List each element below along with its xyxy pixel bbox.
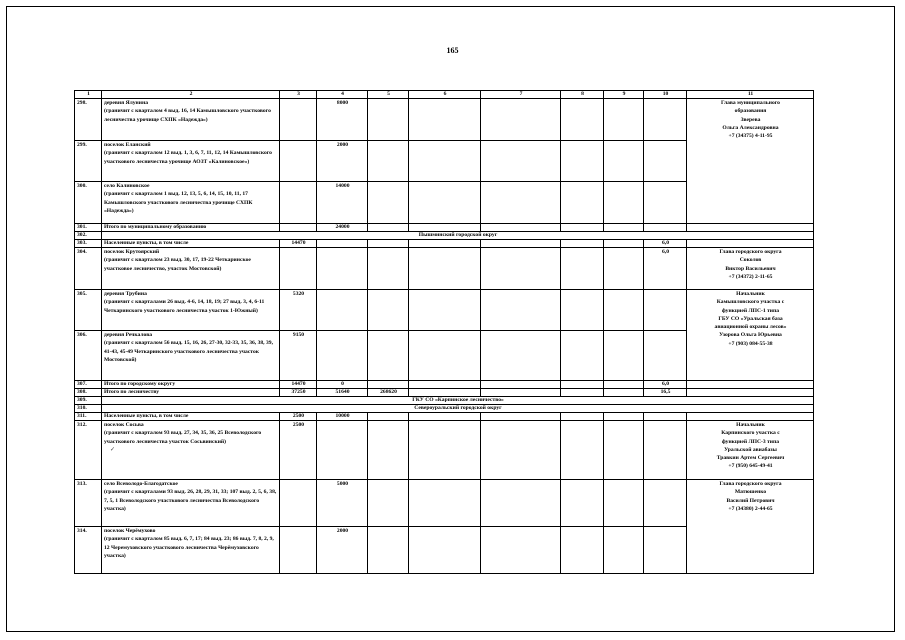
contact-line: Начальник [736,422,765,428]
cell [368,421,409,480]
value-cell: 2000 [317,527,368,574]
contact-line: Узорова Ольга Юрьевна [719,332,782,339]
total-label: Итого по городскому округу [102,381,280,389]
cell [368,224,409,232]
cell [368,527,409,574]
contact-line: Глава муниципального [721,100,780,106]
cell [604,413,644,421]
contact-line: +7 (34372) 2-11-65 [728,273,773,280]
table-row [75,381,814,389]
contact-line: +7 (903) 084-55-38 [728,340,773,347]
cell [409,389,481,397]
cell [604,527,644,574]
header-cell: 8 [561,91,604,99]
value-cell: 51640 [317,389,368,397]
cell [561,480,604,527]
cell [687,413,814,421]
table-row [75,248,814,290]
cell [409,240,481,248]
header-cell: 2 [102,91,280,99]
contact-line: функцией ЛПС-3 типа [721,438,780,445]
cell [409,381,481,389]
row-number: 302. [75,232,102,240]
settlement-name: поселок Крутоярский [104,249,160,255]
contact-line: +7 (950) 645-49-41 [728,463,773,470]
cell [561,224,604,232]
cell [368,182,409,224]
cell [561,413,604,421]
cell [317,290,368,331]
cell [604,290,644,331]
contact-line: Ольга Александровна [722,124,779,131]
cell [368,141,409,182]
header-cell: 10 [644,91,687,99]
contact-line: +7 (34380) 2-44-65 [728,505,773,512]
contact-line: Глава городского округа [719,481,782,487]
cell [481,240,561,248]
contact-line: Глава городского округа [719,249,782,255]
section-heading: Пышминский городской округ [102,232,814,240]
row-number: 312. [75,421,102,480]
settlement-name: село Всеволодо-Благодатское [104,481,178,487]
settlement-description: (граничит с кварталом 56 выд. 15, 16, 26, 27-30, 32-33, 35, 36, 38, 39, 41-43, 45-49 Четкаринского участкового лесничества участок Мостовской) [104,340,273,363]
contact-cell [687,480,814,574]
row-number: 310. [75,405,102,413]
cell [481,248,561,290]
row-number: 311. [75,413,102,421]
settlement-name: деревня Речкалова [104,332,153,338]
cell [644,527,687,574]
table-row [75,232,814,240]
cell [280,182,317,224]
value-cell: 2000 [317,141,368,182]
settlement-name: поселок Еланский [104,142,151,148]
cell [561,381,604,389]
settlement-cell [102,248,280,290]
cell [368,240,409,248]
cell [481,527,561,574]
contact-line: авиационной охраны лесов» [714,324,787,331]
cell [687,240,814,248]
contact-line: Камышловского участка с [716,299,785,306]
row-number: 304. [75,248,102,290]
cell [409,224,481,232]
settlement-description: (граничит с кварталом 12 выд. 1, 3, 6, 7, 11, 12, 14 Камышловского участкового лесничества урочище АОЗТ «Калиновское») [104,150,272,165]
settlement-description: (граничит с кварталами 26 выд. 4-6, 14, 18, 19; 27 выд. 3, 4, 6-11 Четкаринского участкового лесничества участок 1-Южный) [104,299,265,314]
cell [604,99,644,141]
contact-cell [687,290,814,381]
settlement-name: поселок Сосьва [104,422,144,428]
cell [409,413,481,421]
cell [561,389,604,397]
row-number: 313. [75,480,102,527]
value-cell: 14000 [317,182,368,224]
row-number: 300. [75,182,102,224]
settlement-name: деревня Ялунина [104,100,149,106]
cell [604,381,644,389]
header-row [75,91,814,99]
cell [368,480,409,527]
contact-cell [687,421,814,480]
cell [280,224,317,232]
settlement-cell [102,99,280,141]
settlement-name: поселок Черёмухово [104,528,156,534]
cell [561,527,604,574]
row-number: 309. [75,397,102,405]
cell [687,381,814,389]
header-cell: 7 [481,91,561,99]
cell [409,421,481,480]
cell [280,480,317,527]
header-cell: 6 [409,91,481,99]
subtotal-label: Населенные пункты, в том числе [102,413,280,421]
value-cell: 24000 [317,224,368,232]
table-row [75,389,814,397]
subtotal-label: Населенные пункты, в том числе [102,240,280,248]
cell [604,389,644,397]
cell [481,413,561,421]
total-label: Итого по лесничеству [102,389,280,397]
value-cell: 14470 [280,240,317,248]
contact-line: Карпинского участка с [721,430,780,437]
contact-cell [687,99,814,224]
settlement-cell [102,290,280,331]
contact-line: образования [734,108,767,115]
contact-line: функцией ЛПС-1 типа [721,307,780,314]
cell [368,413,409,421]
settlement-cell [102,421,280,480]
cell [368,99,409,141]
cell [317,331,368,381]
table-row [75,397,814,405]
cell [561,99,604,141]
cell [481,290,561,331]
cell [481,182,561,224]
cell [317,248,368,290]
contact-line: Начальник [736,291,765,297]
value-cell: 6,0 [644,240,687,248]
cell [317,421,368,480]
cell [604,248,644,290]
cell [644,413,687,421]
table-row [75,290,814,331]
value-cell: 37250 [280,389,317,397]
contact-line: ГБУ СО «Уральская база [718,315,783,322]
value-cell: 10000 [317,413,368,421]
cell [644,99,687,141]
cell [317,240,368,248]
table-row [75,413,814,421]
cell [561,331,604,381]
cell [561,240,604,248]
settlement-description: (граничит с кварталом 23 выд. 30, 17, 19-22 Четкаринское участковое лесничество, участок Мостовской) [104,257,251,272]
cell [368,290,409,331]
cell [644,182,687,224]
settlement-cell [102,331,280,381]
value-cell: 5320 [280,290,317,331]
cell [368,381,409,389]
cell [280,527,317,574]
settlement-cell [102,527,280,574]
cell [280,248,317,290]
header-cell: 9 [604,91,644,99]
row-number: 301. [75,224,102,232]
table-row [75,240,814,248]
settlement-description: (граничит с кварталами 93 выд. 26, 28, 29, 31, 33; 107 выд. 2, 5, 6, 38, 7, 5, 1 Всеволодского участкового лесничества Всеволодского участка) [104,489,277,512]
cell [481,381,561,389]
settlement-name: деревня Трубина [104,291,147,297]
settlement-description: (граничит с кварталом 85 выд. 6, 7, 17; 84 выд. 23; 86 выд. 7, 8, 2, 9, 12 Черемуховского участкового лесничества Черёмуховского участка) [104,536,274,559]
table-row [75,421,814,480]
total-label: Итого по муниципальному образованию [102,224,280,232]
cell [561,421,604,480]
header-cell: 3 [280,91,317,99]
cell [481,99,561,141]
cell [409,182,481,224]
contact-cell [687,248,814,290]
contact-line: Василий Петрович [726,497,775,504]
cell [644,141,687,182]
value-cell: 9150 [280,331,317,381]
settlement-cell [102,141,280,182]
value-cell: 268620 [368,389,409,397]
cell [604,331,644,381]
table-row [75,405,814,413]
cell [481,141,561,182]
cell [561,248,604,290]
table-row [75,480,814,527]
cell [409,527,481,574]
cell [481,389,561,397]
settlement-name: село Калиновское [104,183,150,189]
cell [409,248,481,290]
cell [409,290,481,331]
cell [604,141,644,182]
cell [409,141,481,182]
header-cell: 11 [687,91,814,99]
row-number: 306. [75,331,102,381]
value-cell: 0 [317,381,368,389]
contact-line: Уральской авиабазы [724,446,777,453]
row-number: 308. [75,389,102,397]
row-number: 298. [75,99,102,141]
contact-line: +7 (34375) 4-11-95 [728,133,773,140]
row-number: 314. [75,527,102,574]
settlement-cell [102,480,280,527]
page-number: 165 [446,46,459,55]
value-cell: 6,0 [644,248,687,290]
cell [368,248,409,290]
header-cell: 5 [368,91,409,99]
handwritten-mark: ✓ [110,446,116,453]
value-cell: 5000 [317,480,368,527]
value-cell: 14470 [280,381,317,389]
cell [561,141,604,182]
cell [644,290,687,331]
cell [481,224,561,232]
cell [687,389,814,397]
cell [561,290,604,331]
cell [604,240,644,248]
cell [644,331,687,381]
cell [604,182,644,224]
cell [604,421,644,480]
cell [687,224,814,232]
cell [409,331,481,381]
cell [604,224,644,232]
cell [280,141,317,182]
contact-line: Виктор Васильевич [725,265,776,272]
value-cell: 2500 [280,421,317,480]
section-heading: ГКУ СО «Карпинское лесничество» [102,397,814,405]
cell [280,99,317,141]
value-cell: 16,5 [644,389,687,397]
settlement-description: (граничит с кварталом 1 выд. 12, 13, 5, 6, 14, 15, 10, 11, 17 Камышловского участкового лесничества урочище СХПК «Надежда») [104,191,253,214]
value-cell: 6,0 [644,381,687,389]
settlement-description: (граничит с кварталом 93 выд. 27, 34, 35, 36, 25 Всеволодского участкового лесничества участок Сосьвинский) [104,430,262,445]
table-row [75,224,814,232]
contact-line: Соколов [739,257,762,264]
row-number: 303. [75,240,102,248]
cell [368,331,409,381]
cell [481,421,561,480]
settlements-table [74,90,814,574]
contact-line: Зверева [740,116,761,123]
settlement-cell [102,182,280,224]
settlement-description: (граничит с кварталом 4 выд. 16, 14 Камышловского участкового лесничества урочище СХПК «Надежда») [104,108,271,123]
cell [644,421,687,480]
cell [409,480,481,527]
row-number: 299. [75,141,102,182]
cell [481,480,561,527]
cell [604,480,644,527]
cell [481,331,561,381]
contact-line: Матюшенко [734,489,767,496]
row-number: 307. [75,381,102,389]
section-heading: Североуральский городской округ [102,405,814,413]
header-cell: 1 [75,91,102,99]
value-cell: 2500 [280,413,317,421]
cell [561,182,604,224]
header-cell: 4 [317,91,368,99]
contact-line: Травкин Артем Сергеевич [716,455,785,462]
row-number: 305. [75,290,102,331]
table-row [75,99,814,141]
cell [644,224,687,232]
cell [644,480,687,527]
value-cell: 8000 [317,99,368,141]
cell [409,99,481,141]
